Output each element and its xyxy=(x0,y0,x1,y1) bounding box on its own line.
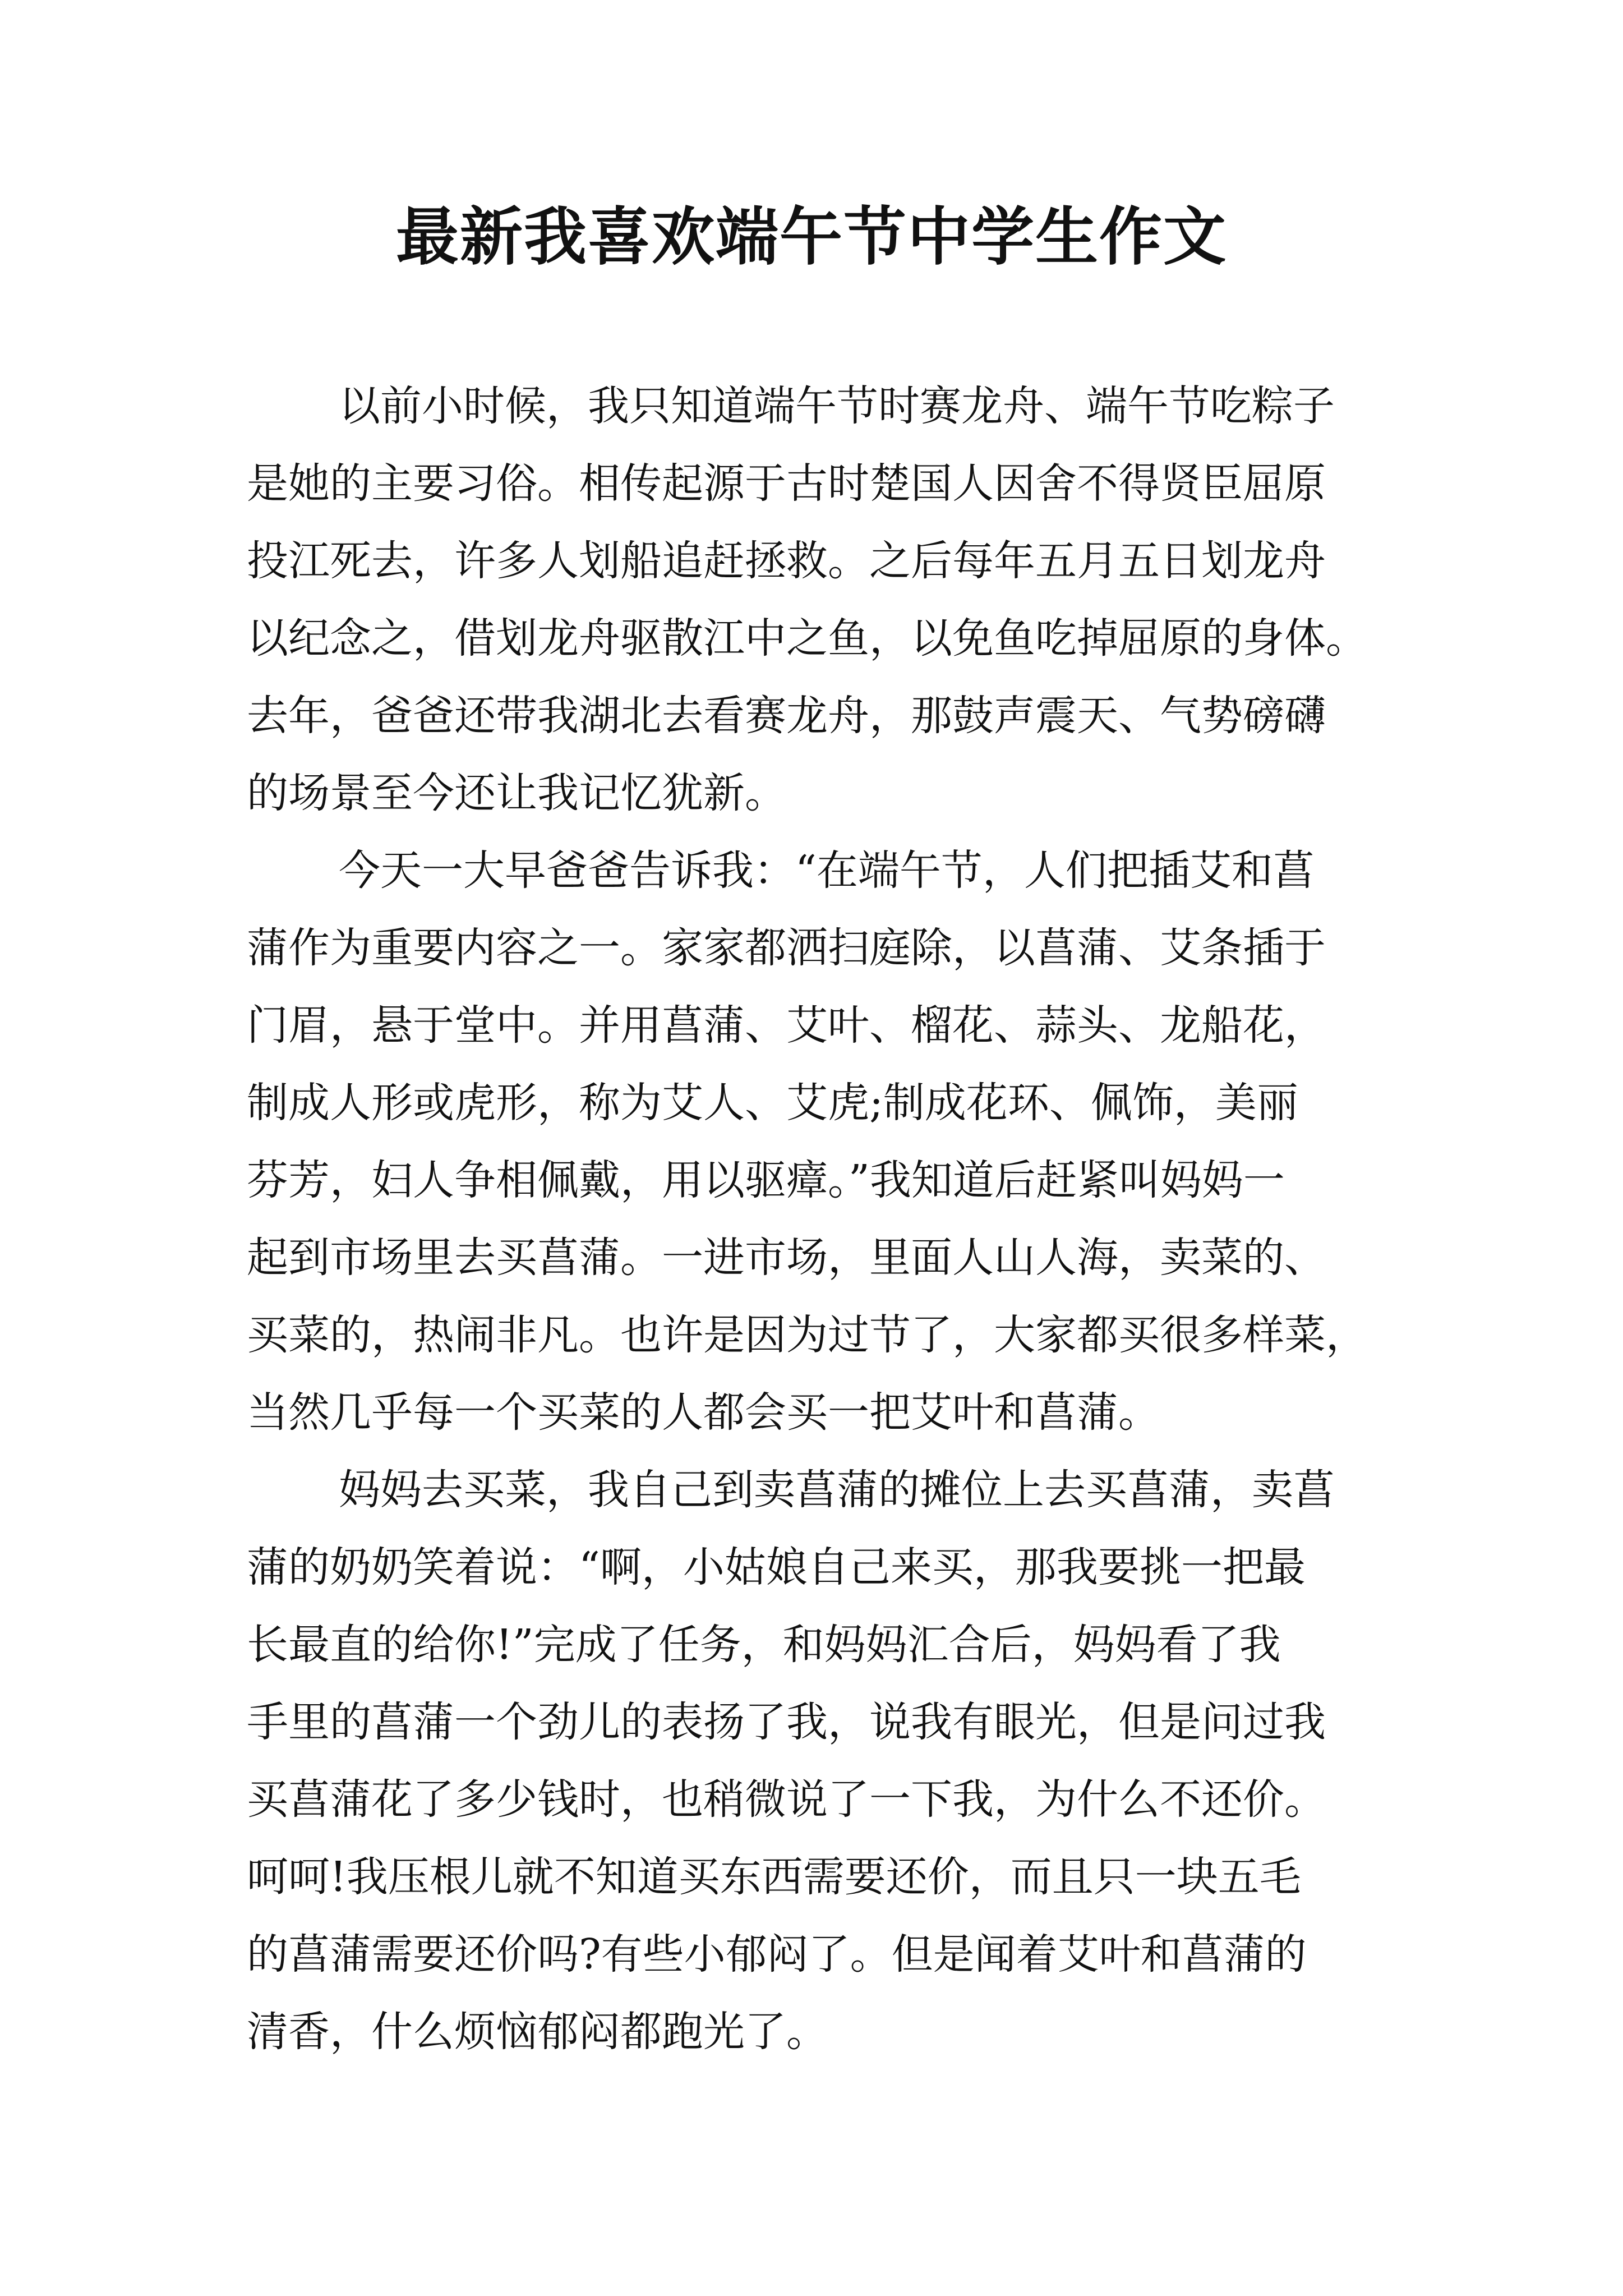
text-line: 的场景至今还让我记忆犹新。 xyxy=(247,769,786,817)
text-line: 制成人形或虎形，称为艾人、艾虎;制成花环、佩饰，美丽 xyxy=(247,1079,1298,1127)
text-line: 清香，什么烦恼郁闷都跑光了。 xyxy=(247,2008,828,2056)
text-line: 呵呵!我压根儿就不知道买东西需要还价，而且只一块五毛 xyxy=(247,1853,1301,1901)
paragraph-3 xyxy=(247,1451,1391,2070)
text-line: 芬芳，妇人争相佩戴，用以驱瘴。”我知道后赶紧叫妈妈一 xyxy=(247,1156,1285,1204)
text-line: 蒲作为重要内容之一。家家都洒扫庭除，以菖蒲、艾条插于 xyxy=(247,924,1326,972)
text-line: 买菜的，热闹非凡。也许是因为过节了，大家都买很多样菜， xyxy=(247,1311,1367,1359)
text-line: 买菖蒲花了多少钱时，也稍微说了一下我，为什么不还价。 xyxy=(247,1775,1326,1824)
text-line: 当然几乎每一个买菜的人都会买一把艾叶和菖蒲。 xyxy=(247,1388,1160,1437)
text-line: 去年，爸爸还带我湖北去看赛龙舟，那鼓声震天、气势磅礴 xyxy=(247,692,1326,740)
text-line: 蒲的奶奶笑着说：“啊，小姑娘自己来买，那我要挑一把最 xyxy=(247,1543,1306,1591)
text-line: 长最直的给你!”完成了任务，和妈妈汇合后，妈妈看了我 xyxy=(247,1621,1281,1669)
text-line: 的菖蒲需要还价吗?有些小郁闷了。但是闻着艾叶和菖蒲的 xyxy=(247,1930,1307,1978)
text-line: 以前小时候，我只知道端午节时赛龙舟、端午节吃粽子 xyxy=(339,382,1335,430)
text-line: 门眉，悬于堂中。并用菖蒲、艾叶、榴花、蒜头、龙船花， xyxy=(247,1001,1326,1050)
text-line: 投江死去，许多人划船追赶拯救。之后每年五月五日划龙舟 xyxy=(247,537,1326,585)
text-line: 手里的菖蒲一个劲儿的表扬了我，说我有眼光，但是问过我 xyxy=(247,1698,1326,1746)
article-body xyxy=(247,367,1391,2070)
text-line: 是她的主要习俗。相传起源于古时楚国人因舍不得贤臣屈原 xyxy=(247,459,1326,508)
text-line: 今天一大早爸爸告诉我：“在端午节，人们把插艾和菖 xyxy=(339,846,1315,895)
paragraph-1 xyxy=(247,367,1391,832)
paragraph-2 xyxy=(247,832,1391,1451)
text-line: 以纪念之，借划龙舟驱散江中之鱼，以免鱼吃掉屈原的身体。 xyxy=(247,614,1367,662)
page-title: 最新我喜欢端午节中学生作文 xyxy=(396,200,1227,274)
text-line: 起到市场里去买菖蒲。一进市场，里面人山人海，卖菜的、 xyxy=(247,1234,1326,1282)
text-line: 妈妈去买菜，我自己到卖菖蒲的摊位上去买菖蒲，卖菖 xyxy=(339,1466,1335,1514)
